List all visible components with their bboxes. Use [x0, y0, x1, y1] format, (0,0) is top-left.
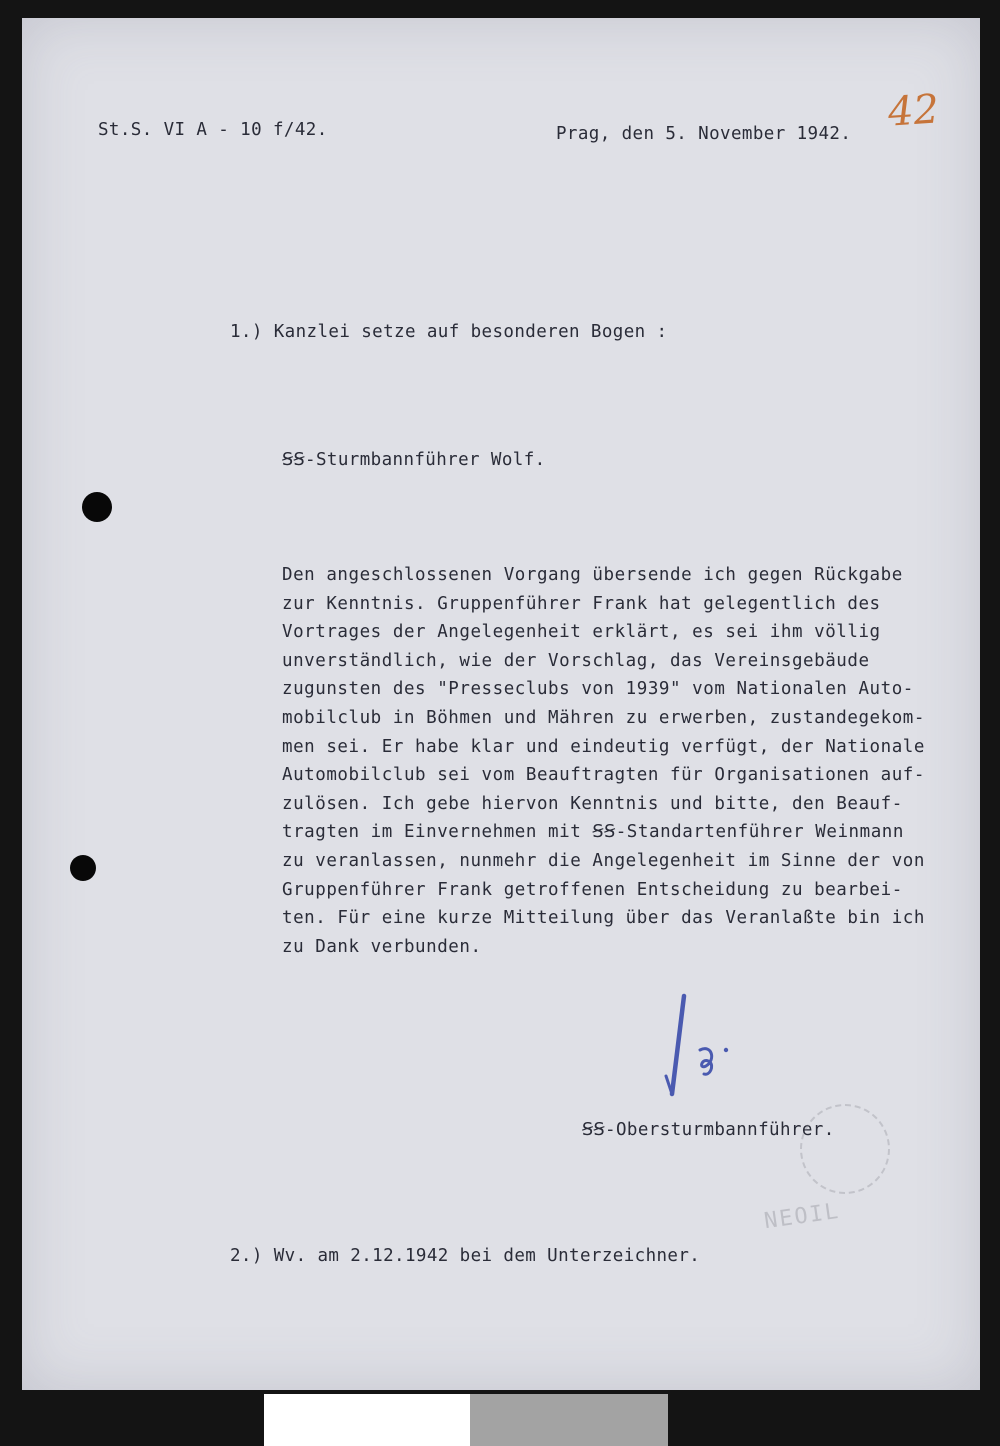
body-line: ten. Für eine kurze Mitteilung über das Veranlaßte bin ich [282, 908, 925, 928]
addressee: ꞨꞨ-Sturmbannführer Wolf. [282, 450, 546, 470]
body-line: Den angeschlossenen Vorgang übersende ich gegen Rückgabe [282, 565, 903, 585]
handwritten-signature [650, 990, 750, 1110]
punch-hole-top [82, 492, 112, 522]
scan-calibration-strip-white [264, 1394, 470, 1446]
body-line: zugunsten des "Presseclubs von 1939" vom Nationalen Auto- [282, 679, 914, 699]
body-line: men sei. Er habe klar und eindeutig verfügt, der Nationale [282, 737, 925, 757]
body-line: tragten im Einvernehmen mit ꞨꞨ-Standartenführer Weinmann [282, 822, 904, 842]
folio-number: 42 [886, 86, 941, 136]
body-line: zulösen. Ich gebe hiervon Kenntnis und bitte, den Beauf- [282, 794, 903, 814]
body-line: unverständlich, wie der Vorschlag, das Vereinsgebäude [282, 651, 870, 671]
signature-rank: ꞨꞨ-Obersturmbannführer. [582, 1120, 835, 1140]
faded-stamp [800, 1104, 890, 1194]
body-line: mobilclub in Böhmen und Mähren zu erwerben, zustandegekom- [282, 708, 925, 728]
body-line: Vortrages der Angelegenheit erklärt, es sei ihm völlig [282, 622, 881, 642]
body-line: zur Kenntnis. Gruppenführer Frank hat gelegentlich des [282, 594, 881, 614]
scan-calibration-strip-grey [470, 1394, 668, 1446]
place-date: Prag, den 5. November 1942. [556, 124, 852, 144]
instruction-1: 1.) Kanzlei setze auf besonderen Bogen : [230, 322, 668, 342]
body-line: zu veranlassen, nunmehr die Angelegenheit im Sinne der von [282, 851, 925, 871]
instruction-2: 2.) Wv. am 2.12.1942 bei dem Unterzeichner. [230, 1246, 701, 1266]
body-line: zu Dank verbunden. [282, 937, 482, 957]
faded-stamp-text: NEOIL [762, 1198, 842, 1235]
punch-hole-bottom [70, 855, 96, 881]
reference-number: St.S. VI A - 10 f/42. [98, 120, 328, 140]
body-line: Gruppenführer Frank getroffenen Entscheidung zu bearbei- [282, 880, 903, 900]
body-line: Automobilclub sei vom Beauftragten für Organisationen auf- [282, 765, 925, 785]
